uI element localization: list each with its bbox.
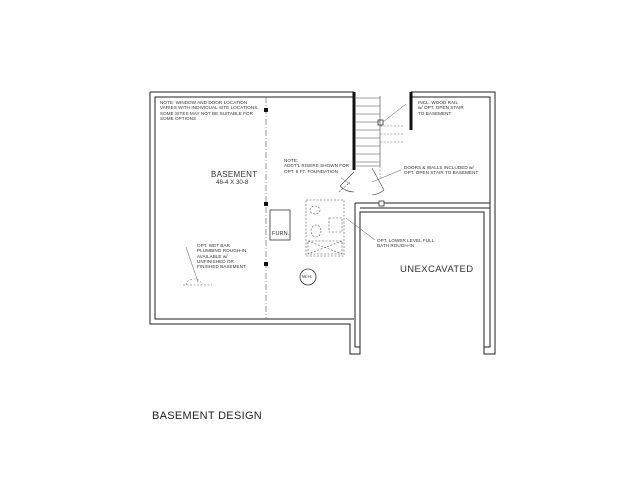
- note-wood-rail: INCL. WOOD RAIL w/ OPT. OPEN STAIR TO BASEMENT: [418, 100, 464, 116]
- room-name-unexcavated: UNEXCAVATED: [400, 264, 474, 275]
- center-beam: [264, 97, 268, 319]
- note-bath-rough-in: OPT. LOWER LEVEL FULL BATH ROUGH-IN: [377, 238, 435, 249]
- foundation-walls: [150, 92, 495, 354]
- bath-rough-in: [306, 200, 344, 256]
- plan-title: BASEMENT DESIGN: [152, 410, 263, 422]
- room-dimensions-basement: 46-4 X 30-8: [216, 179, 249, 186]
- note-doors-walls: DOORS & WALLS INCLUDED w/ OPT. OPEN STAIR TO BASEMENT: [404, 165, 479, 176]
- furnace-label: FURN.: [272, 231, 290, 237]
- stair-treads: [356, 96, 380, 166]
- room-name-basement: BASEMENT: [211, 170, 258, 179]
- water-heater-label: W.H.: [302, 274, 313, 279]
- note-risers: NOTE: ADDT'L RISERS SHOWN FOR OPT. 9 FT. FOUNDATION: [284, 158, 350, 174]
- rail-post: [378, 120, 383, 125]
- note-wet-bar: OPT. WET BAR PLUMBING ROUGH-IN AVAILABLE w/ UNFINISHED OR FINISHED BASEMENT: [197, 243, 247, 270]
- note-window-door: NOTE: WINDOW AND DOOR LOCATION VARIES WITH INDIVIDUAL SITE LOCATIONS. SOME SITES MAY NOT BE SUITABLE FOR SOME OPTIONS: [160, 100, 259, 121]
